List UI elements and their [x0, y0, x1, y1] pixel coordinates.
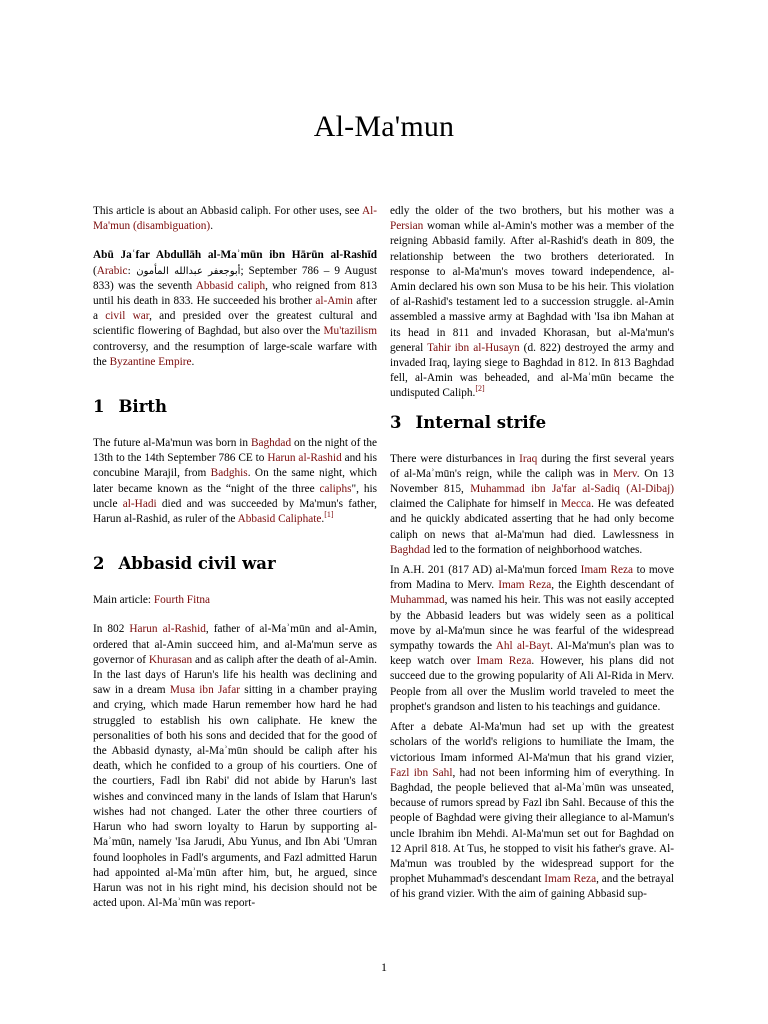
- hatnote-text: This article is about an Abbasid caliph. For other uses, see: [93, 205, 362, 217]
- arabic-link[interactable]: Arabic: [96, 264, 128, 277]
- section-number: 3: [390, 412, 402, 432]
- lead-text: ; September 786 – 9 August 833) was the seventh: [93, 264, 377, 292]
- body-text: The future al-Ma'mun was born in: [93, 437, 251, 450]
- fazl-ibn-sahl-link[interactable]: Fazl ibn Sahl: [390, 766, 453, 779]
- disambiguation-link[interactable]: Al-Ma'mun (disambiguation): [93, 205, 377, 233]
- body-text: There were disturbances in: [390, 452, 520, 465]
- right-column: [390, 204, 674, 908]
- hatnote-end: .: [210, 220, 214, 233]
- fourth-fitna-link[interactable]: Fourth Fitna: [153, 594, 211, 607]
- section-title: Internal strife: [415, 412, 547, 432]
- lead-text: after a: [93, 295, 377, 323]
- body-text: .: [321, 513, 325, 526]
- hatnote: [93, 204, 377, 234]
- section-heading-civil-war: [93, 555, 377, 573]
- lead-text: , who reigned from 813 until his death in 833. He succeeded his brother: [93, 279, 377, 308]
- body-text: during the first several years of al-Maʾmūn's reign, while the caliph was in: [390, 452, 674, 480]
- imam-reza-link[interactable]: Imam Reza: [580, 564, 634, 577]
- merv-link[interactable]: Merv: [612, 467, 637, 480]
- caliphs-link[interactable]: caliphs: [319, 482, 352, 495]
- lead-text: (: [93, 264, 97, 277]
- muhammad-ibn-jafar-link[interactable]: Muhammad ibn Ja'far al-Sadiq (Al-Dibaj): [470, 483, 674, 496]
- muhammad-link[interactable]: Muhammad: [390, 594, 445, 607]
- section-heading-birth: [93, 398, 377, 416]
- section-heading-internal-strife: [390, 414, 674, 432]
- left-column: [93, 204, 377, 916]
- body-text: . On 13 November 815,: [390, 467, 674, 496]
- civil-war-link[interactable]: civil war: [105, 310, 150, 323]
- body-text: edly the older of the two brothers, but his mother was a: [390, 205, 674, 217]
- persian-link[interactable]: Persian: [390, 220, 424, 233]
- body-text: ", his uncle: [93, 482, 378, 510]
- page-number: 1: [381, 960, 387, 974]
- lead-text: controversy, and the resumption of large-scale warfare with the: [93, 340, 377, 368]
- body-text: . On the same night, which later became known as the “night of the three: [93, 467, 378, 495]
- civil-war-paragraph-part2: [390, 204, 674, 402]
- birth-paragraph: [93, 436, 377, 527]
- al-amin-link[interactable]: al-Amin: [315, 295, 353, 308]
- body-text: . He was defeated and he quickly abdicated asserting that he had only become caliph on news that al-Ma'mun had died. Lawlessness in: [390, 498, 675, 541]
- baghdad-link[interactable]: Baghdad: [390, 543, 431, 556]
- body-text: woman while al-Amin's mother was a member of the reigning Abbasid family. After al-Rashid's death in 809, the relationship between the two brothers deteriorated. In response to al-Ma'mun's moves toward independence, al-Amin declared his own son Musa to be his heir. This violation of al-Rashid's testament led to a succession struggle. al-Amin assembled a massive army at Baghdad with 'Isa ibn Mahan at its head in 811 and invaded Khorasan, but al-Ma'mun's general: [390, 220, 674, 354]
- byzantine-empire-link[interactable]: Byzantine Empire: [109, 355, 192, 368]
- body-text: . Al-Ma'mun's plan was to keep watch over: [390, 640, 674, 668]
- civil-war-paragraph-part1: [93, 622, 377, 911]
- mutazilism-link[interactable]: Mu'tazilism: [323, 325, 377, 338]
- main-article-label: Main article:: [93, 594, 154, 607]
- body-text: on the night of the 13th to the 14th September 786 CE to: [93, 437, 378, 465]
- harun-al-rashid-link[interactable]: Harun al-Rashid: [267, 452, 342, 465]
- imam-reza-link[interactable]: Imam Reza: [476, 655, 532, 668]
- lead-text: .: [191, 355, 195, 368]
- body-text: , and the betrayal of his grand vizier. With the aim of gaining Abbasid sup-: [390, 873, 674, 901]
- reference-1-link[interactable]: [1]: [324, 510, 334, 520]
- body-text: died and was succeeded by Ma'mun's father, Harun al-Rashid, as ruler of the: [93, 497, 377, 526]
- page-title: Al-Ma'mun: [313, 110, 455, 143]
- lead-paragraph: [93, 248, 377, 370]
- mecca-link[interactable]: Mecca: [560, 498, 592, 511]
- reference-2-link[interactable]: [2]: [475, 384, 485, 394]
- strife-paragraph-1: [390, 452, 674, 558]
- body-text: In 802: [93, 623, 130, 636]
- body-text: and as caliph after the death of al-Amin. In the last days of Harun's life his health was declining and saw in a dream: [93, 653, 377, 697]
- body-text: , had not been informing him of everything. In Baghdad, the people believed that al-Maʾmūn was unseated, because of rumors spread by Fazl ibn Sahl. Because of this the people of Baghdad were giving their allegiance to al-Mamun's uncle Ibrahim ibn Mehdi. Al-Ma'mun set out for Baghdad on 12 April 818. At Tus, he stopped to visit his father's grave. Al-Ma'mun was troubled by the widespread support for the prophet Muhammad's descendant: [390, 766, 674, 886]
- lead-text: , and presided over the greatest cultural and scientific flowering of Baghdad, but also over the: [93, 310, 377, 338]
- ahl-al-bayt-link[interactable]: Ahl al-Bayt: [495, 640, 551, 653]
- body-text: , the Eighth descendant of: [551, 579, 674, 592]
- body-text: and his concubine Marajil, from: [93, 452, 377, 480]
- imam-reza-link[interactable]: Imam Reza: [498, 579, 552, 592]
- main-article-note: [93, 593, 377, 608]
- body-text: , father of al-Maʾmūn and al-Amin, ordered that al-Amin succeed him, and al-Ma'mun serve as governor of: [93, 623, 378, 666]
- iraq-link[interactable]: Iraq: [519, 452, 538, 465]
- section-title: Abbasid civil war: [118, 554, 276, 574]
- section-number: 2: [93, 554, 105, 574]
- strife-paragraph-3: [390, 720, 674, 902]
- body-text: claimed the Caliphate for himself in: [390, 498, 561, 511]
- musa-ibn-jafar-link[interactable]: Musa ibn Jafar: [169, 684, 240, 697]
- khurasan-link[interactable]: Khurasan: [148, 653, 193, 666]
- body-text: In A.H. 201 (817 AD) al-Ma'mun forced: [390, 564, 581, 577]
- arabic-name: : أبوجعفر عبدالله المأمون: [127, 265, 241, 277]
- section-number: 1: [93, 397, 105, 417]
- harun-al-rashid-link[interactable]: Harun al-Rashid: [129, 623, 206, 636]
- body-text: to move from Madina to Merv.: [390, 564, 674, 592]
- baghdad-link[interactable]: Baghdad: [250, 437, 292, 450]
- imam-reza-link[interactable]: Imam Reza: [544, 873, 597, 886]
- subject-name: Abū Jaʿfar Abdullāh al-Maʾmūn ibn Hārūn al-Rashīd: [93, 249, 377, 262]
- body-text: , was named his heir. This was not easily accepted by the Abbasid leaders but was widely seen as a political move by al-Ma'mun since he was fearful of the widespread sympathy towards the: [390, 594, 674, 653]
- body-text: (d. 822) destroyed the army and invaded Iraq, laying siege to Baghdad in 812. In 813 Baghdad fell, al-Amin was beheaded, and al-Maʾmūn became the undisputed Caliph.: [390, 341, 674, 400]
- strife-paragraph-2: [390, 563, 674, 715]
- abbasid-caliph-link[interactable]: Abbasid caliph: [195, 279, 266, 292]
- tahir-ibn-al-husayn-link[interactable]: Tahir ibn al-Husayn: [427, 341, 520, 354]
- abbasid-caliphate-link[interactable]: Abbasid Caliphate: [237, 513, 322, 526]
- body-text: After a debate Al-Ma'mun had set up with the greatest scholars of the world's religions to humiliate the Imam, the victorious Imam informed Al-Ma'mun that his grand vizier,: [390, 721, 674, 764]
- body-text: . However, his plans did not succeed due to the growing popularity of Ali Al-Rida in Merv. People from all over the Muslim world traveled to meet the prophet's grandson and listen to his teachings and guidance.: [390, 655, 674, 713]
- al-hadi-link[interactable]: al-Hadi: [122, 497, 157, 510]
- section-title: Birth: [118, 397, 168, 417]
- badghis-link[interactable]: Badghis: [210, 467, 248, 480]
- body-text: led to the formation of neighborhood watches.: [430, 543, 643, 556]
- body-text: sitting in a chamber praying and crying, which made Harun remember how hard he had struggled to establish his own caliphate. He knew the personalities of both his sons and decided that for the good of the Abbasid dynasty, al-Maʾmūn should be caliph after his death, which he confided to a group of his courtiers. One of the courtiers, Fadl ibn Rabi' did not abide by Harun's last wishes and convinced many in the lands of Islam that Harun's wishes had not changed. Later the other three courtiers of Harun who had sworn loyalty to Harun by supporting al-Maʾmūn, namely 'Isa Jarudi, Abu Yunus, and Ibn Abi 'Umran found loopholes in Fadl's arguments, and Fazl admitted Harun had appointed al-Maʾmūn after him, but, he argued, since Harun was not in his right mind, his decision should not be acted upon. Al-Maʾmūn was report-: [93, 684, 377, 910]
